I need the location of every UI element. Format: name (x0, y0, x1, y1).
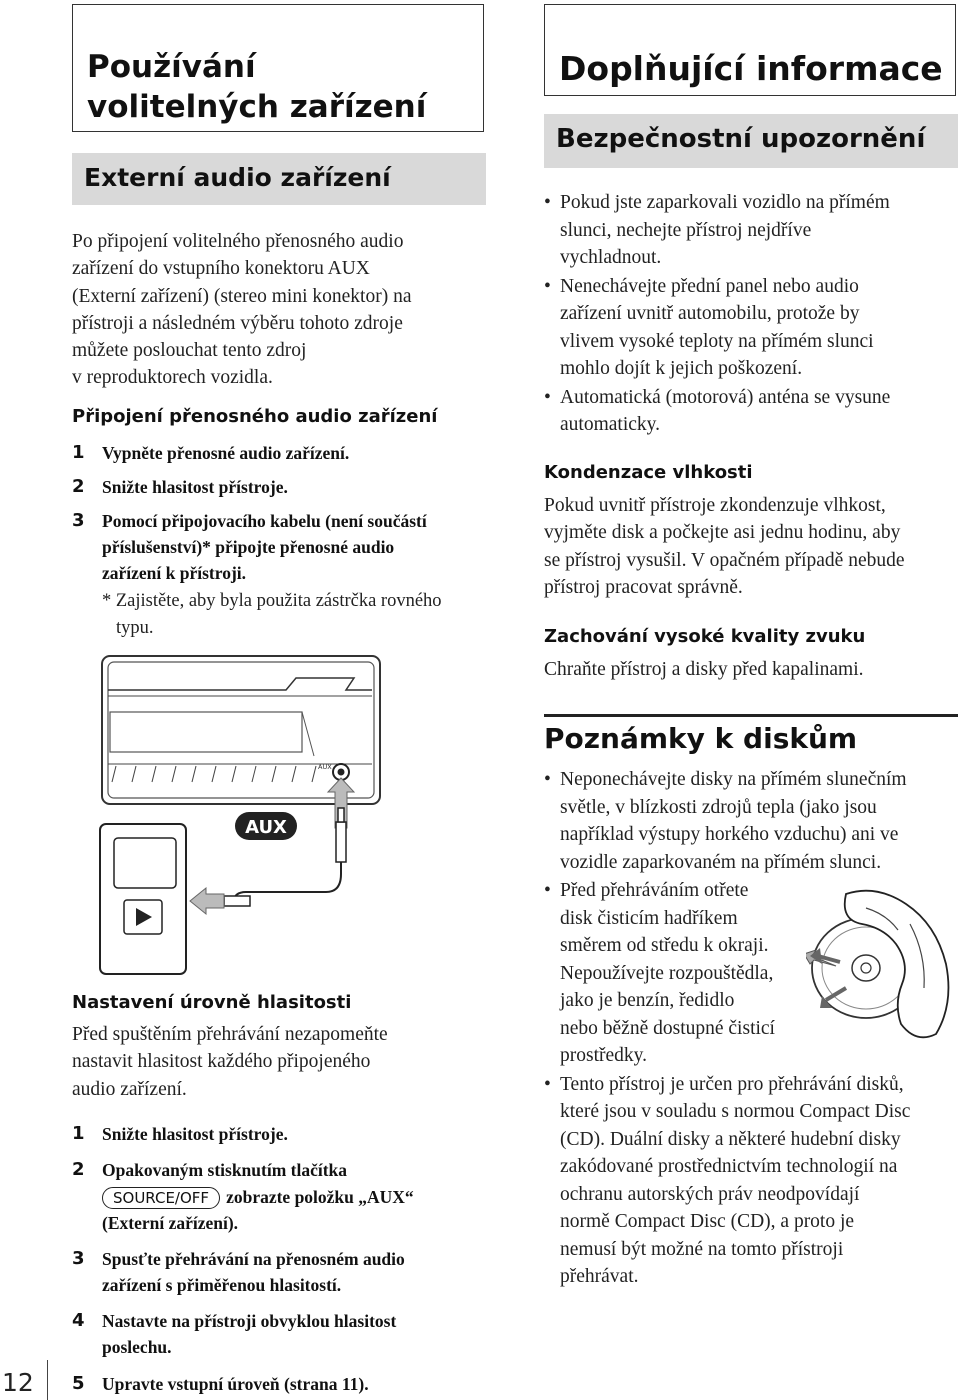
connect-step-2 (72, 474, 490, 500)
main-title-line2: volitelných zařízení (87, 89, 427, 125)
footnote (102, 588, 492, 642)
step-text: příslušenství)* připojte přenosné audio (102, 537, 395, 557)
level-intro-line: Před spuštěním přehrávání nezapomeňte (72, 1024, 388, 1045)
level-step-4 (72, 1308, 490, 1360)
level-intro-line: nastavit hlasitost každého připojeného (72, 1051, 371, 1073)
intro-line: přístroji a následném výběru tohoto zdroje (72, 312, 403, 334)
bullet-line: například výstupy horkého vzduchu) ani ve (560, 824, 899, 845)
condensation-line: se přístroj vysušil. V opačném případě nebude (544, 549, 905, 571)
step-text: Pomocí připojovacího kabelu (není součástí (102, 511, 427, 531)
step-number: 5 (72, 1373, 85, 1394)
step-text: zobrazte položku „AUX“ (226, 1187, 414, 1207)
level-intro (72, 1021, 490, 1103)
plug-tip (338, 808, 344, 822)
level-step-1 (72, 1121, 490, 1147)
bullet-line: slunci, nechejte přístroj nejdříve (560, 219, 812, 241)
safety-bullet (544, 189, 958, 272)
bullet-line: automaticky. (560, 414, 660, 435)
connect-step-3 (72, 508, 490, 586)
section-title-safety: Bezpečnostní upozornění (544, 114, 958, 168)
bullet-line: ochranu autorských práv neodpovídají (560, 1183, 860, 1205)
quality-line: Chraňte přístroj a disky před kapalinami. (544, 659, 864, 680)
connect-heading: Připojení přenosného audio zařízení (72, 406, 438, 427)
bullet-line: nemusí být možné na tomto přístroji (560, 1238, 844, 1260)
step-text: poslechu. (102, 1337, 172, 1357)
intro-line: Po připojení volitelného přenosného audio (72, 231, 404, 252)
bullet-line: přehrávat. (560, 1266, 639, 1287)
bullet-line: vlivem vysoké teploty na přímém slunci (560, 330, 874, 352)
step-text: Spusťte přehrávání na přenosném audio (102, 1249, 405, 1269)
bullet-line: Nepoužívejte rozpouštědla, (560, 962, 774, 984)
level-heading: Nastavení úrovně hlasitosti (72, 992, 352, 1013)
safety-list (544, 189, 958, 440)
step-text: Upravte vstupní úroveň (strana 11). (102, 1374, 369, 1394)
bullet-line: disk čisticím hadříkem (560, 907, 738, 929)
right-title: Doplňující informace (559, 49, 943, 88)
step-text: Snižte hlasitost přístroje. (102, 1124, 288, 1144)
condensation-line: vyjměte disk a počkejte asi jednu hodinu, aby (544, 522, 901, 544)
intro-line: můžete poslouchat tento zdroj (72, 340, 307, 362)
bullet-line: vychladnout. (560, 247, 662, 268)
left-plug-body (224, 896, 250, 906)
aux-badge-text: AUX (245, 817, 287, 838)
bullet-line: • Automatická (motorová) anténa se vysune (560, 386, 891, 408)
bullet-line: nebo běžně dostupné čisticí (560, 1017, 775, 1039)
bullet-line: (CD). Duální disky a některé hudební disky (560, 1128, 901, 1150)
aux-connection-figure (96, 652, 386, 977)
bullet-line: • Tento přístroj je určen pro přehrávání disků, (560, 1073, 904, 1095)
quality-heading: Zachování vysoké kvality zvuku (544, 626, 866, 647)
level-step-2 (72, 1157, 490, 1236)
safety-bullet (544, 384, 958, 439)
source-off-button: SOURCE/OFF (102, 1187, 220, 1209)
right-title-box (544, 4, 956, 96)
disc-bullet (544, 766, 958, 876)
bullet-line: mohlo dojít k jejich poškození. (560, 358, 803, 379)
step-number: 1 (72, 1123, 85, 1144)
left-arrow (190, 888, 224, 914)
disc-cleaning-illustration (806, 884, 956, 1044)
step-number: 2 (72, 476, 85, 497)
step-number: 3 (72, 1248, 85, 1269)
bullet-line: prostředky. (560, 1045, 648, 1066)
bullet-line: • Neponechávejte disky na přímém slunečním (560, 769, 907, 790)
main-title-line1: Používání (87, 49, 256, 85)
aux-jack-hole (338, 769, 345, 776)
intro-line: zařízení do vstupního konektoru AUX (72, 258, 370, 280)
intro-paragraph (72, 228, 490, 392)
step-text: Snižte hlasitost přístroje. (102, 477, 288, 497)
level-step-5 (72, 1371, 490, 1397)
safety-bullet (544, 273, 958, 383)
level-step-3 (72, 1246, 490, 1298)
bullet-line: zakódované prostřednictvím technologií na (560, 1156, 898, 1177)
connect-step-1 (72, 440, 490, 466)
step-text: Nastavte na přístroji obvyklou hlasitost (102, 1311, 397, 1331)
condensation-line: přístroj pracovat správně. (544, 576, 743, 598)
level-intro-line: audio zařízení. (72, 1078, 187, 1100)
step-number: 1 (72, 442, 85, 463)
footnote-line: typu. (116, 618, 154, 638)
step-number: 4 (72, 1310, 85, 1331)
step-number: 3 (72, 510, 85, 531)
main-title-box (72, 4, 484, 132)
page-number-divider (47, 1360, 48, 1400)
disc-hole (861, 963, 871, 973)
plug-body (336, 822, 346, 862)
bullet-line: • Před přehráváním otřete (560, 880, 749, 901)
step-text: zařízení k přístroji. (102, 563, 247, 583)
player-screen (114, 838, 176, 888)
intro-line: (Externí zařízení) (stereo mini konektor) na (72, 285, 412, 307)
discs-title-rule (544, 714, 958, 717)
bullet-line: normě Compact Disc (CD), a proto je (560, 1211, 855, 1232)
bullet-line: světle, v blízkosti zdrojů tepla (jako jsou (560, 796, 877, 818)
page-number: 12 (2, 1368, 34, 1397)
aux-label-small: AUX (318, 763, 332, 771)
bullet-line: vozidle zaparkovaném na přímém slunci. (560, 851, 882, 873)
step-text: (Externí zařízení). (102, 1213, 239, 1233)
section-title-external-audio: Externí audio zařízení (72, 153, 486, 205)
discs-title: Poznámky k diskům (544, 722, 858, 755)
bullet-line: které jsou v souladu s normou Compact Disc (560, 1101, 911, 1122)
bullet-line: jako je benzín, ředidlo (560, 990, 735, 1011)
step-number: 2 (72, 1159, 85, 1180)
condensation-line: Pokud uvnitř přístroje zkondenzuje vlhkost, (544, 495, 886, 516)
step-text: Opakovaným stisknutím tlačítka (102, 1160, 348, 1180)
footnote-line: * Zajistěte, aby byla použita zástrčka rovného (102, 591, 442, 611)
bullet-line: • Nenechávejte přední panel nebo audio (560, 275, 859, 297)
disc-bullet (544, 1071, 958, 1291)
intro-line: v reproduktorech vozidla. (72, 367, 273, 389)
bullet-line: • Pokud jste zaparkovali vozidlo na přímém (560, 192, 890, 213)
condensation-paragraph (544, 492, 958, 601)
bullet-line: směrem od středu k okraji. (560, 935, 769, 956)
step-text: Vypněte přenosné audio zařízení. (102, 443, 350, 463)
condensation-heading: Kondenzace vlhkosti (544, 462, 753, 483)
step-text-with-button (102, 1184, 490, 1210)
step-text: zařízení s přiměřenou hlasitostí. (102, 1275, 342, 1295)
bullet-line: zařízení uvnitř automobilu, protože by (560, 303, 860, 324)
